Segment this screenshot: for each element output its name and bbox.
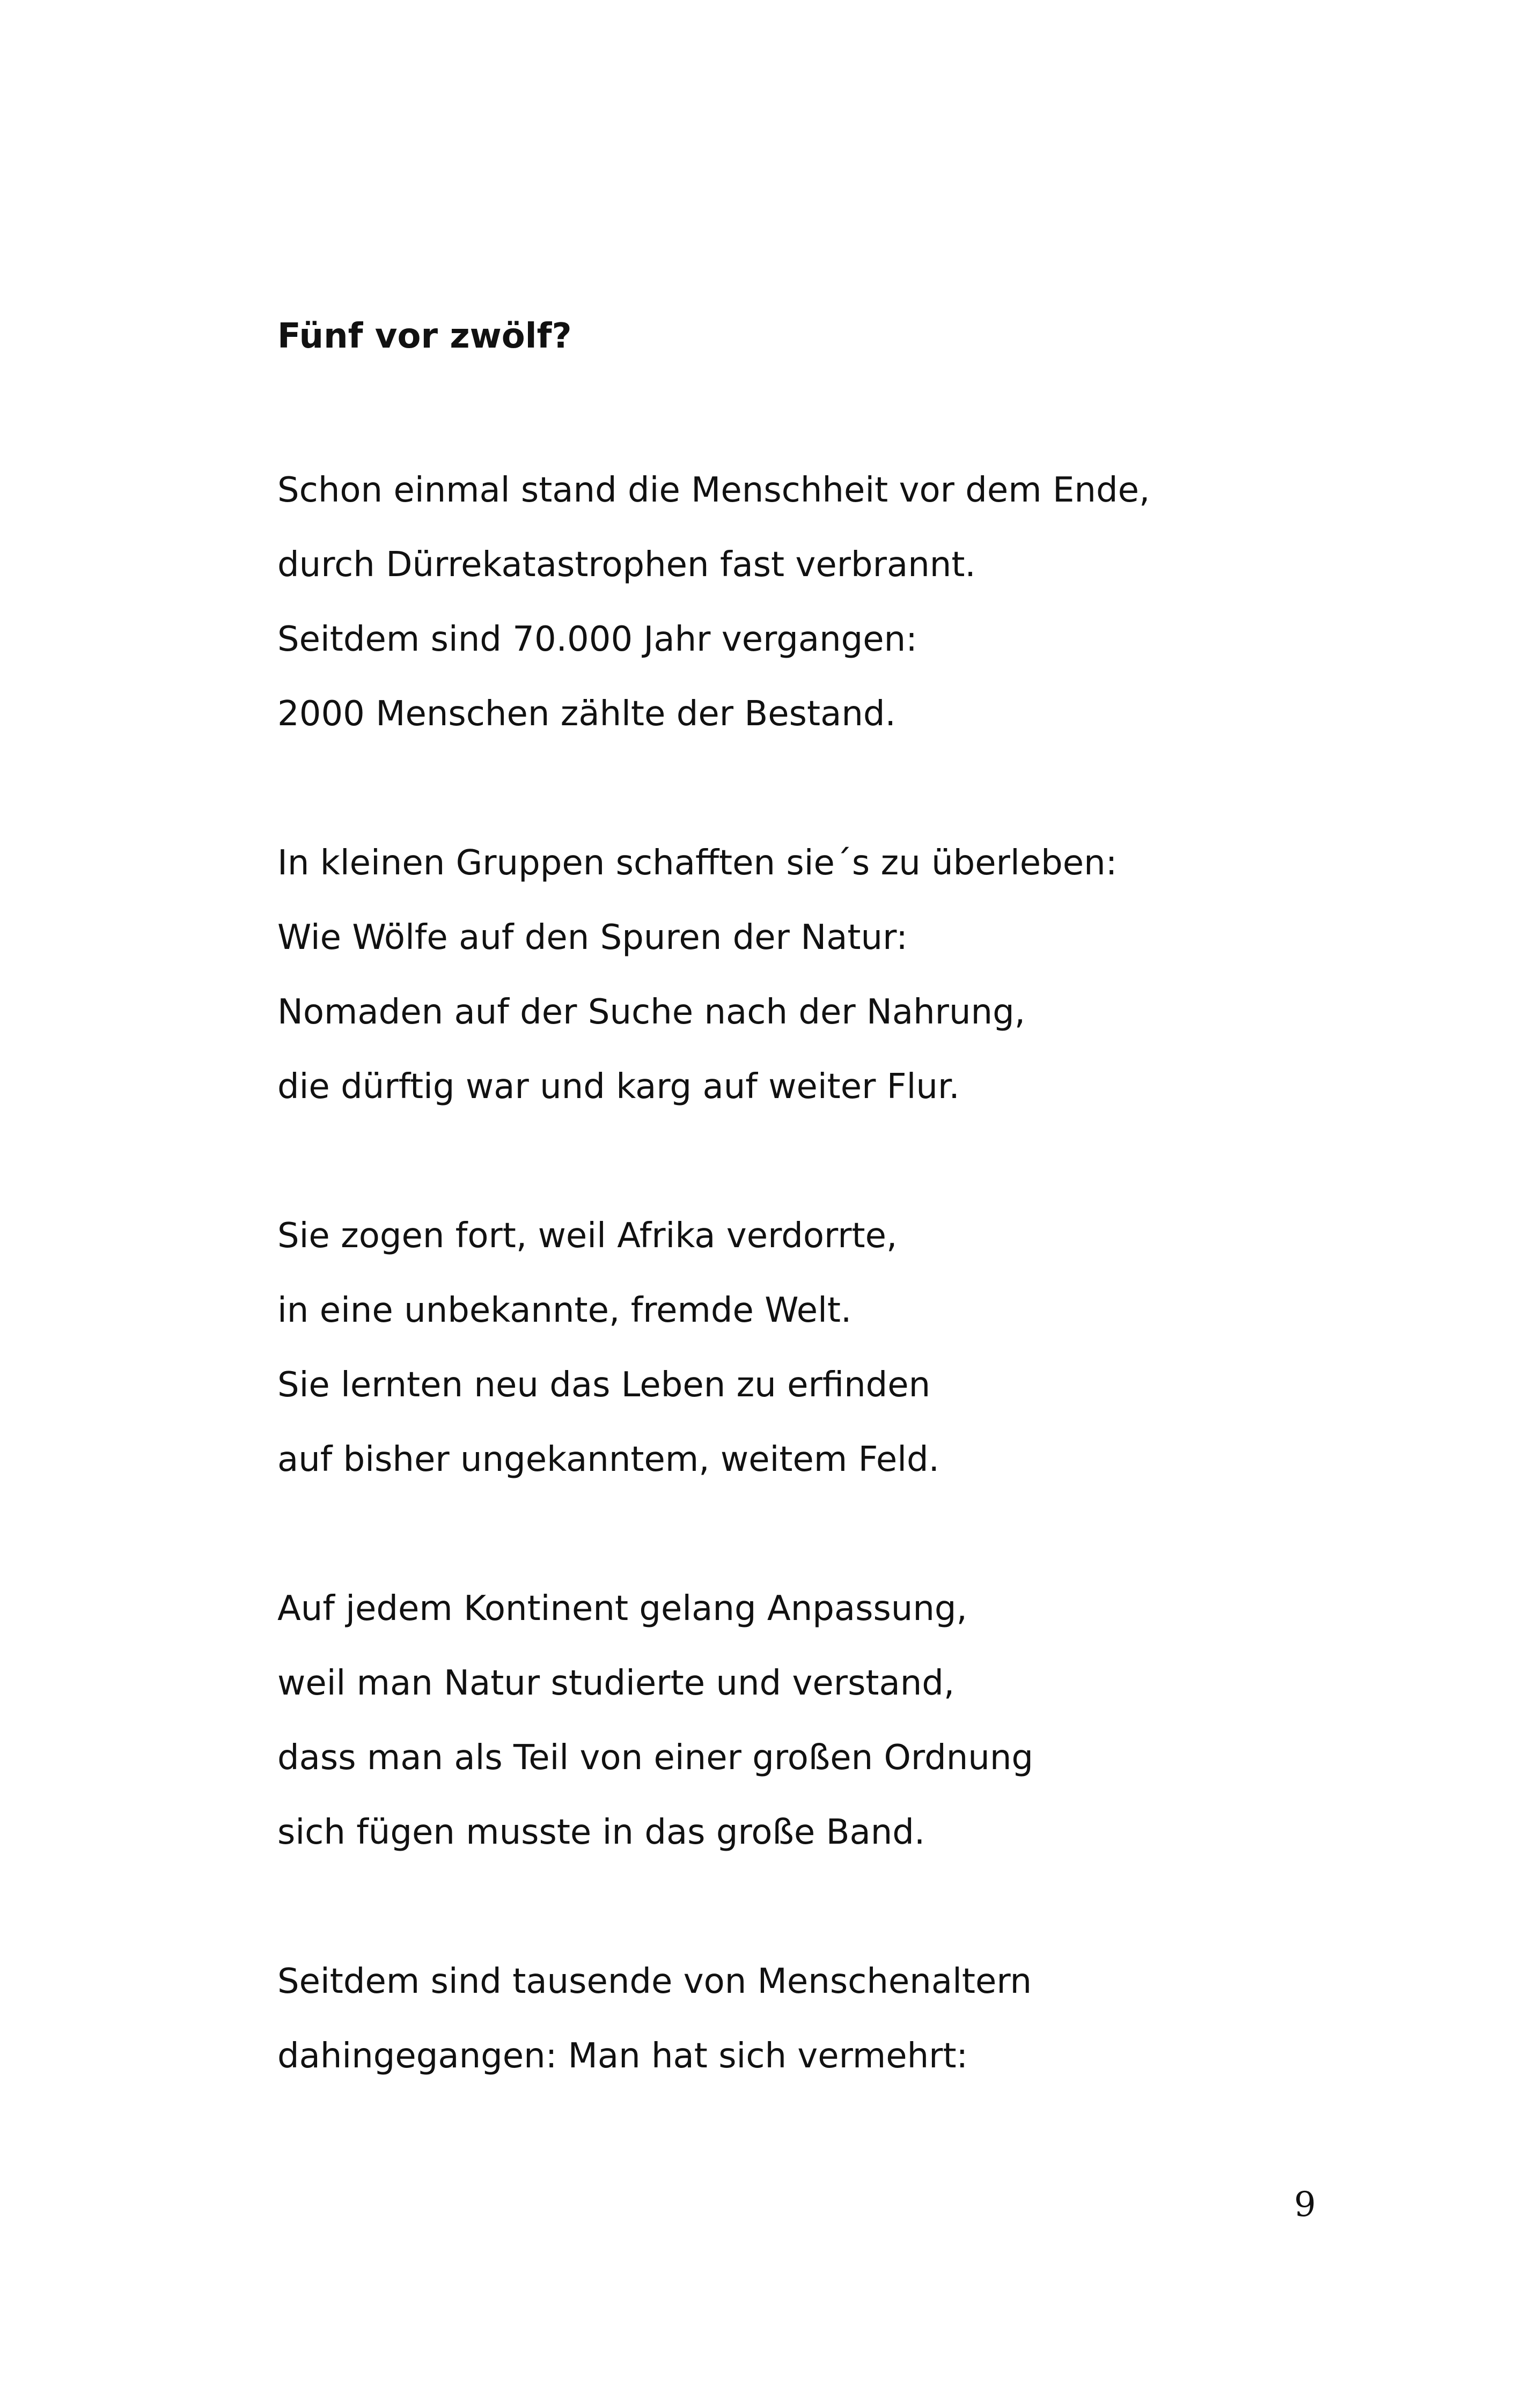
verse-line: Sie lernten neu das Leben zu erfinden (277, 1365, 931, 1405)
stanza-1 (277, 453, 1150, 752)
verse-line: sich fügen musste in das große Band. (277, 1813, 925, 1852)
verse-line: in eine unbekannte, fremde Welt. (277, 1291, 852, 1330)
verse-line: Auf jedem Kontinent gelang Anpassung, (277, 1589, 967, 1629)
verse-line: Seitdem sind 70.000 Jahr vergangen: (277, 620, 917, 659)
verse-line: auf bisher ungekanntem, weitem Feld. (277, 1440, 939, 1479)
verse-line: weil man Natur studierte und verstand, (277, 1663, 955, 1703)
verse-line: dahingegangen: Man hat sich vermehrt: (277, 2036, 968, 2076)
verse-line: Sie zogen fort, weil Afrika verdorrte, (277, 1216, 898, 1256)
stanza-3 (277, 1199, 939, 1497)
page-number: 9 (1294, 2185, 1316, 2225)
verse-line: dass man als Teil von einer großen Ordnung (277, 1738, 1033, 1778)
verse-line: Seitdem sind tausende von Menschenaltern (277, 1962, 1032, 2001)
verse-line: Nomaden auf der Suche nach der Nahrung, (277, 992, 1026, 1032)
verse-line: die dürftig war und karg auf weiter Flur. (277, 1067, 960, 1107)
stanza-4 (277, 1572, 1033, 1870)
verse-line: durch Dürrekatastrophen fast verbrannt. (277, 545, 976, 585)
verse-line: Wie Wölfe auf den Spuren der Natur: (277, 918, 908, 958)
poem-title: Fünf vor zwölf? (277, 316, 572, 356)
verse-line: Schon einmal stand die Menschheit vor dem Ende, (277, 470, 1150, 510)
verse-line: In kleinen Gruppen schafften sie´s zu überleben: (277, 843, 1118, 883)
verse-line: 2000 Menschen zählte der Bestand. (277, 694, 896, 734)
stanza-5 (277, 1945, 1032, 2094)
stanza-2 (277, 826, 1117, 1124)
